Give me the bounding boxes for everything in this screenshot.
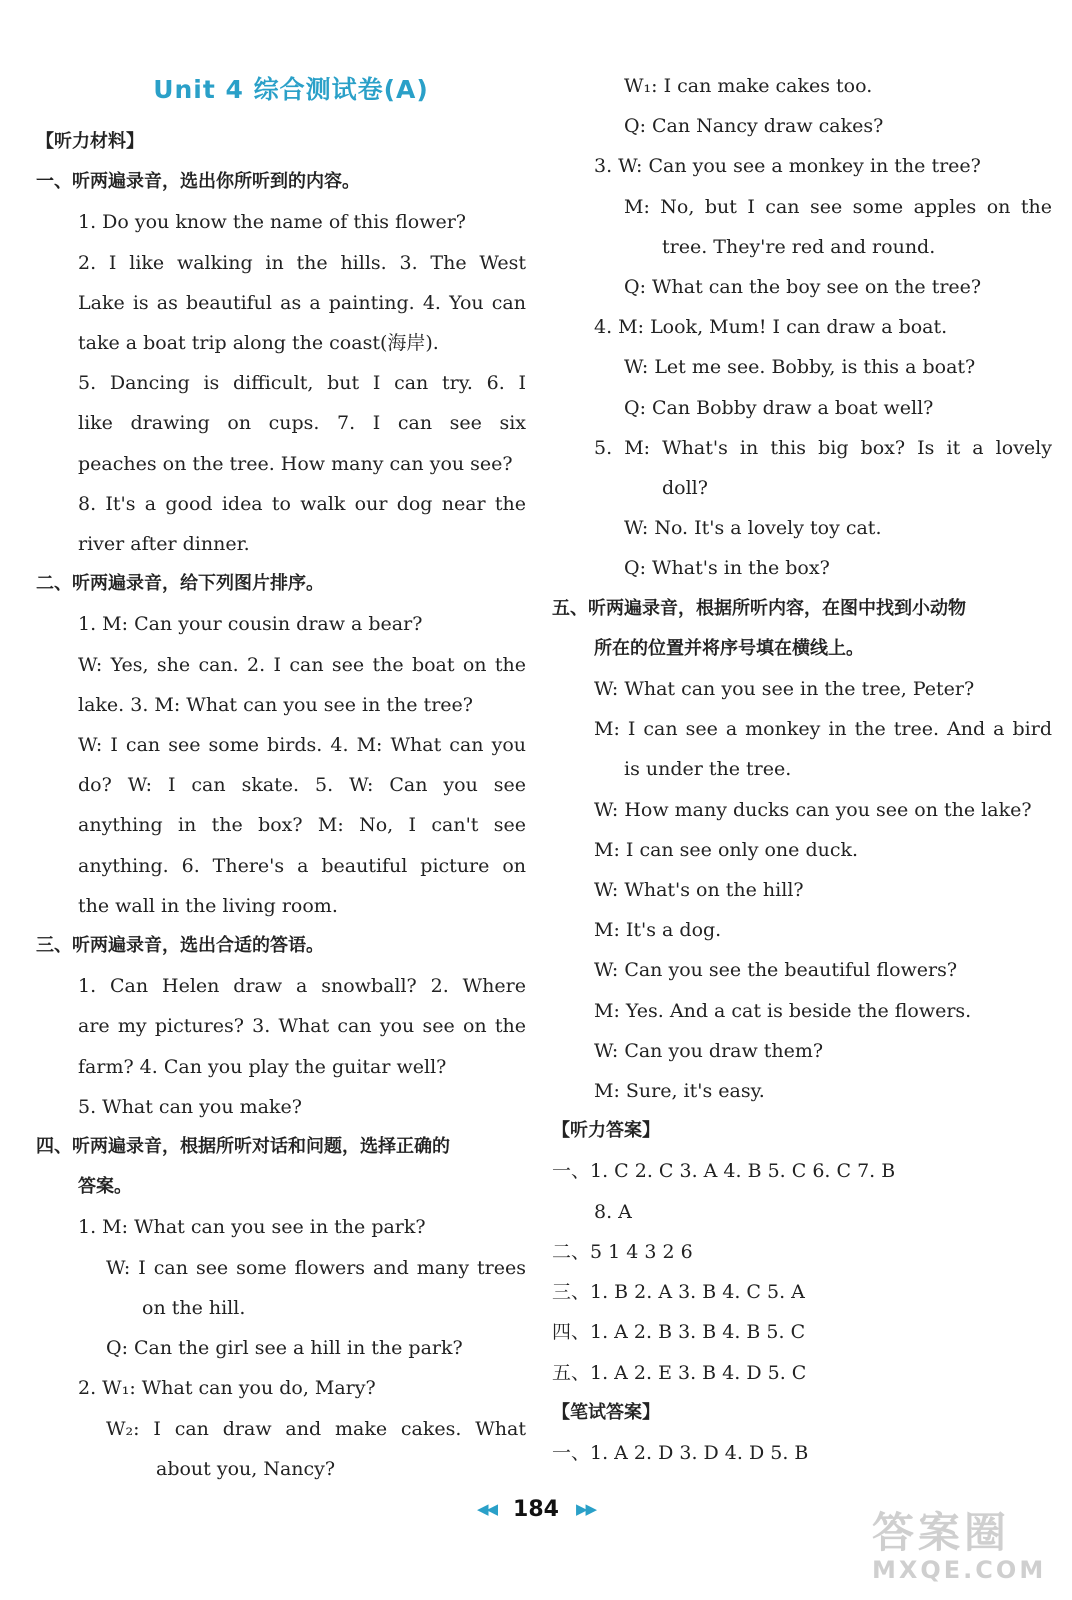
text-line: W: I can see some birds. 4. M: What can you (78, 734, 526, 757)
page-number: 184 (513, 1497, 559, 1522)
text-line: 四、1. A 2. B 3. B 4. B 5. C (552, 1321, 806, 1344)
text-line: farm? 4. Can you play the guitar well? (78, 1055, 447, 1078)
text-line: about you, Nancy? (156, 1457, 336, 1480)
text-line: lake. 3. M: What can you see in the tree? (78, 693, 473, 716)
text-line: Q: What's in the box? (624, 557, 830, 580)
section-heading: 一、听两遍录音，选出你所听到的内容。 (36, 171, 360, 193)
section-heading: 三、听两遍录音，选出合适的答语。 (36, 935, 324, 957)
text-line: W: No. It's a lovely toy cat. (624, 517, 882, 540)
right-column (552, 66, 1052, 1473)
section-heading: 五、听两遍录音，根据所听内容，在图中找到小动物 (552, 597, 966, 619)
text-line: W: Let me see. Bobby, is this a boat? (624, 356, 976, 379)
text-line: W: Yes, she can. 2. I can see the boat on the (78, 653, 526, 676)
section-heading: 二、听两遍录音，给下列图片排序。 (36, 573, 324, 595)
text-line: Q: Can Nancy draw cakes? (624, 115, 884, 138)
section-heading: 【听力材料】 (36, 131, 144, 152)
text-line: anything. 6. There's a beautiful picture on (78, 854, 526, 877)
watermark-logo (872, 1510, 1062, 1590)
text-line: take a boat trip along the coast(海岸). (78, 332, 439, 355)
text-line: peaches on the tree. How many can you see? (78, 452, 513, 475)
text-line: 二、5 1 4 3 2 6 (552, 1240, 693, 1263)
text-line: W: What can you see in the tree, Peter? (594, 678, 975, 701)
text-line: M: No, but I can see some apples on the (624, 195, 1052, 218)
text-line: W: How many ducks can you see on the lake? (594, 798, 1032, 821)
next-arrows-icon: ▶▶ (575, 1500, 596, 1518)
text-line: 2. W₁: What can you do, Mary? (78, 1377, 376, 1400)
text-line: 5. What can you make? (78, 1095, 302, 1118)
left-column (36, 66, 526, 1489)
text-line: Q: Can the girl see a hill in the park? (106, 1337, 463, 1360)
text-line: 3. W: Can you see a monkey in the tree? (594, 155, 981, 178)
text-line: Q: Can Bobby draw a boat well? (624, 396, 934, 419)
section-heading: 四、听两遍录音，根据所听对话和问题，选择正确的 (36, 1136, 450, 1158)
text-line: M: Sure, it's easy. (594, 1080, 765, 1103)
watermark-text: 答案圈 (872, 1508, 1011, 1557)
section-heading: 【笔试答案】 (552, 1401, 660, 1423)
text-line: 五、1. A 2. E 3. B 4. D 5. C (552, 1361, 807, 1384)
text-line: Lake is as beautiful as a painting. 4. You can (78, 291, 526, 314)
text-line: is under the tree. (624, 758, 792, 781)
text-line: M: Yes. And a cat is beside the flowers. (594, 999, 972, 1022)
text-line: 8. A (594, 1200, 632, 1223)
text-line: M: It's a dog. (594, 919, 722, 942)
text-line: are my pictures? 3. What can you see on the (78, 1015, 526, 1038)
text-line: W₂: I can draw and make cakes. What (106, 1417, 526, 1440)
text-line: anything in the box? M: No, I can't see (78, 814, 526, 837)
text-line: Q: What can the boy see on the tree? (624, 276, 982, 299)
text-line: M: I can see only one duck. (594, 838, 859, 861)
watermark-url: MXQE.COM (872, 1556, 1047, 1584)
section-heading: 所在的位置并将序号填在横线上。 (594, 637, 864, 659)
section-heading: 【听力答案】 (552, 1120, 660, 1142)
text-line: tree. They're red and round. (662, 235, 936, 258)
text-line: 1. Do you know the name of this flower? (78, 211, 466, 234)
text-line: 8. It's a good idea to walk our dog near the (78, 492, 526, 515)
text-line: do? W: I can skate. 5. W: Can you see (78, 774, 526, 797)
text-line: 5. Dancing is difficult, but I can try. 6. I (78, 372, 526, 395)
text-line: W: Can you draw them? (594, 1039, 824, 1062)
text-line: the wall in the living room. (78, 894, 338, 917)
text-line: M: I can see a monkey in the tree. And a bird (594, 718, 1052, 741)
text-line: 1. M: Can your cousin draw a bear? (78, 613, 423, 636)
text-line: 5. M: What's in this big box? Is it a lovely (594, 436, 1052, 459)
page-title: Unit 4 综合测试卷(A) (153, 75, 429, 104)
prev-arrows-icon: ◀◀ (476, 1500, 497, 1518)
text-line: W: What's on the hill? (594, 879, 804, 902)
left-lines (36, 122, 526, 1489)
text-line: 2. I like walking in the hills. 3. The West (78, 251, 526, 274)
text-line: 一、1. C 2. C 3. A 4. B 5. C 6. C 7. B (552, 1160, 896, 1183)
text-line: like drawing on cups. 7. I can see six (78, 412, 526, 435)
text-line: 1. M: What can you see in the park? (78, 1216, 426, 1239)
text-line: on the hill. (142, 1296, 246, 1319)
text-line: W: I can see some flowers and many trees (106, 1256, 526, 1279)
section-heading: 答案。 (78, 1176, 132, 1198)
text-line: 一、1. A 2. D 3. D 4. D 5. B (552, 1441, 809, 1464)
text-line: doll? (662, 477, 708, 500)
right-lines (552, 66, 1052, 1473)
text-line: 三、1. B 2. A 3. B 4. C 5. A (552, 1281, 805, 1304)
text-line: river after dinner. (78, 533, 250, 556)
text-line: 4. M: Look, Mum! I can draw a boat. (594, 316, 948, 339)
text-line: W: Can you see the beautiful flowers? (594, 959, 958, 982)
text-line: 1. Can Helen draw a snowball? 2. Where (78, 975, 526, 998)
text-line: W₁: I can make cakes too. (624, 75, 873, 97)
